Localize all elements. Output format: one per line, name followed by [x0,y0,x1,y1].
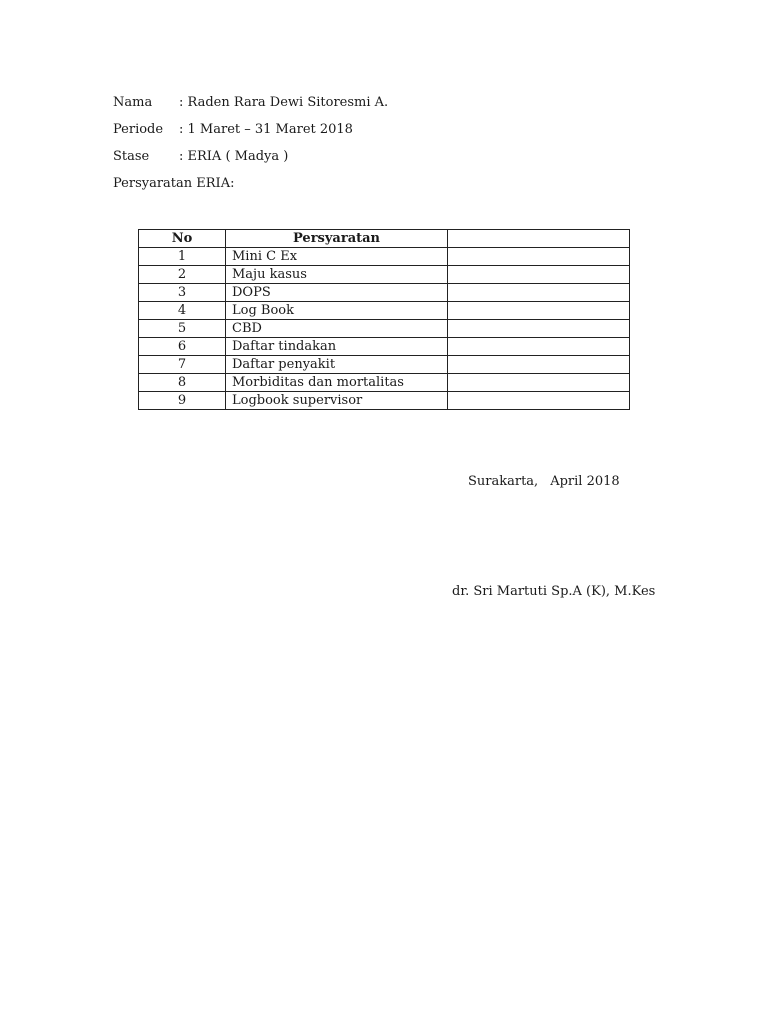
row-blank-cell [448,338,630,356]
row-item: Log Book [226,302,448,320]
periode-label: Periode [113,122,164,137]
nama-row [113,94,388,112]
nama-label: Nama [113,95,153,110]
stase-label: Stase [113,149,150,164]
row-item: Morbiditas dan mortalitas [226,374,448,392]
row-no: 7 [139,356,226,374]
nama-value: : Raden Rara Dewi Sitoresmi A. [179,95,389,110]
periode-row [113,121,353,139]
row-item: Mini C Ex [226,248,448,266]
place-date [468,473,620,491]
row-no: 6 [139,338,226,356]
row-blank-cell [448,266,630,284]
stase-row [113,148,288,166]
row-no: 2 [139,266,226,284]
place: Surakarta, [468,474,539,489]
row-blank-cell [448,320,630,338]
table-header-row [139,230,630,248]
table-row [139,356,630,374]
table-row [139,248,630,266]
row-item: Daftar penyakit [226,356,448,374]
row-item: CBD [226,320,448,338]
table-row [139,392,630,410]
row-no: 5 [139,320,226,338]
requirements-table [138,229,630,410]
row-item: Daftar tindakan [226,338,448,356]
row-blank-cell [448,392,630,410]
row-blank-cell [448,248,630,266]
header-no: No [139,230,226,248]
header-blank [448,230,630,248]
row-no: 9 [139,392,226,410]
row-no: 1 [139,248,226,266]
table-row [139,302,630,320]
date: April 2018 [550,474,620,489]
row-no: 8 [139,374,226,392]
row-item: Maju kasus [226,266,448,284]
table-row [139,320,630,338]
row-blank-cell [448,284,630,302]
header-persyaratan: Persyaratan [226,230,448,248]
table-row [139,266,630,284]
row-item: Logbook supervisor [226,392,448,410]
row-blank-cell [448,374,630,392]
row-no: 3 [139,284,226,302]
row-item: DOPS [226,284,448,302]
table-row [139,374,630,392]
row-blank-cell [448,356,630,374]
table-row [139,284,630,302]
row-no: 4 [139,302,226,320]
periode-value: : 1 Maret – 31 Maret 2018 [179,122,353,137]
requirements-heading: Persyaratan ERIA: [113,176,235,191]
signatory-name: dr. Sri Martuti Sp.A (K), M.Kes [452,584,656,599]
stase-value: : ERIA ( Madya ) [179,149,289,164]
table-row [139,338,630,356]
row-blank-cell [448,302,630,320]
